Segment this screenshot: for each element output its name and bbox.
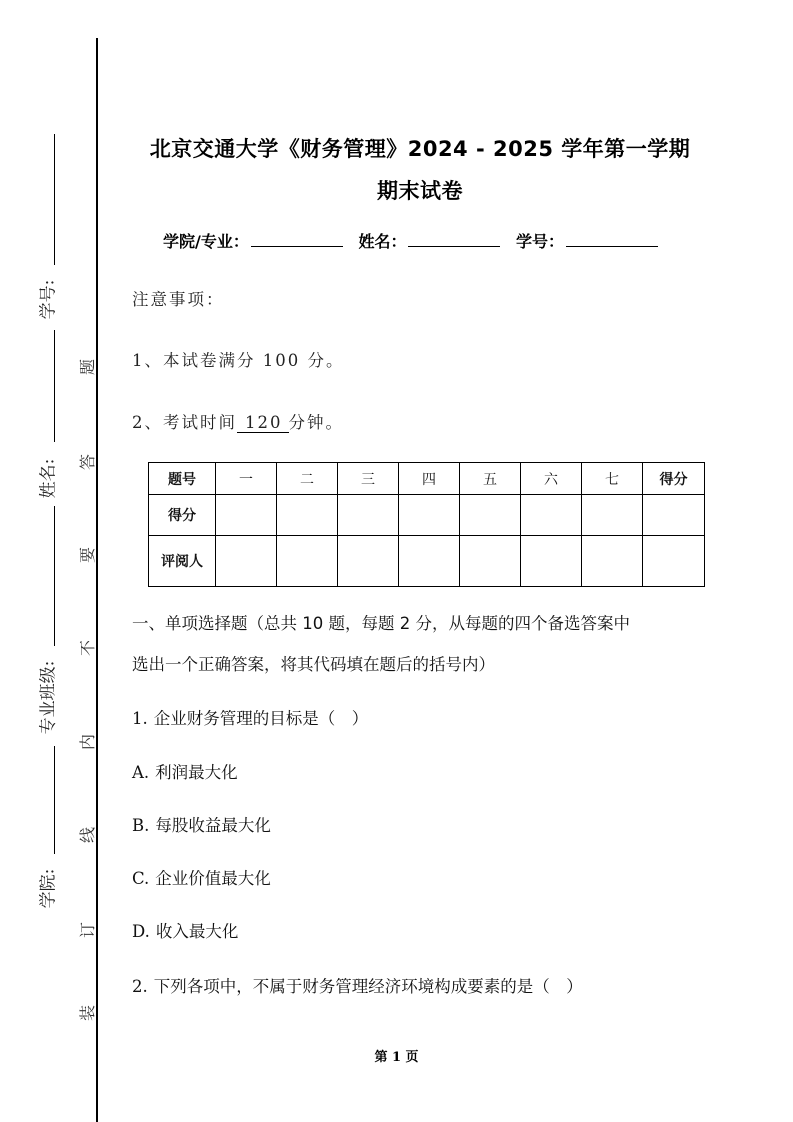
score-table	[148, 462, 705, 587]
header-cell: 四	[399, 463, 460, 495]
reviewer-cell[interactable]	[399, 536, 460, 587]
seal-char: 线	[78, 827, 97, 844]
page-number: 第 1 页	[374, 1050, 419, 1065]
reviewer-cell[interactable]	[216, 536, 277, 587]
reviewer-cell[interactable]	[277, 536, 338, 587]
option-text: 利润最大化	[155, 763, 238, 782]
question-2	[132, 973, 583, 997]
option-key: D.	[132, 922, 150, 941]
exam-subtitle: 期末试卷	[377, 179, 463, 203]
question-stem: 企业财务管理的目标是（ ）	[153, 709, 369, 728]
score-cell[interactable]	[216, 495, 277, 536]
option-c[interactable]	[132, 865, 271, 889]
binding-label-college: 学院:	[38, 868, 59, 909]
score-cell[interactable]	[521, 495, 582, 536]
header-cell: 二	[277, 463, 338, 495]
score-cell[interactable]	[460, 495, 521, 536]
row-label: 评阅人	[149, 536, 216, 587]
seal-char: 答	[78, 454, 97, 471]
reviewer-cell[interactable]	[643, 536, 705, 587]
header-cell: 得分	[643, 463, 705, 495]
notice-item-2-prefix: 2、考试时间	[132, 413, 237, 432]
option-a[interactable]	[132, 759, 238, 783]
notice-heading: 注意事项：	[132, 290, 225, 309]
reviewer-cell[interactable]	[338, 536, 399, 587]
reviewer-row	[149, 536, 705, 587]
college-major-label: 学院/专业：	[163, 232, 249, 251]
reviewer-cell[interactable]	[521, 536, 582, 587]
student-id-label: 学号：	[516, 232, 565, 251]
option-d[interactable]	[132, 918, 238, 942]
score-row	[149, 495, 705, 536]
binding-label-name: 姓名:	[38, 458, 59, 499]
binding-label-student-id: 学号:	[38, 279, 59, 320]
option-key: C.	[132, 869, 150, 888]
binding-field-line	[54, 134, 55, 265]
notice-item-2-suffix: 分钟。	[288, 413, 344, 432]
header-cell: 题号	[149, 463, 216, 495]
header-cell: 一	[216, 463, 277, 495]
notice-item-1: 1、本试卷满分 100 分。	[132, 351, 345, 370]
section1-instruction-line1: 一、单项选择题（总共 10 题，每题 2 分，从每题的四个备选答案中	[132, 614, 630, 633]
seal-char: 不	[78, 640, 97, 657]
binding-field-line	[54, 506, 55, 646]
header-cell: 五	[460, 463, 521, 495]
row-label: 得分	[149, 495, 216, 536]
score-cell[interactable]	[399, 495, 460, 536]
question-number: 2.	[132, 977, 148, 996]
seal-char: 内	[78, 734, 97, 751]
score-cell[interactable]	[643, 495, 705, 536]
seal-char: 装	[78, 1005, 97, 1022]
student-info-line	[163, 229, 668, 252]
seal-char: 要	[78, 547, 97, 564]
reviewer-cell[interactable]	[582, 536, 643, 587]
header-cell: 六	[521, 463, 582, 495]
seal-char: 订	[78, 922, 97, 939]
score-cell[interactable]	[338, 495, 399, 536]
binding-margin-line	[96, 38, 98, 1122]
exam-duration-value: 120	[237, 414, 289, 433]
score-cell[interactable]	[582, 495, 643, 536]
section1-instruction-line2: 选出一个正确答案，将其代码填在题后的括号内）	[132, 655, 495, 674]
question-1	[132, 705, 368, 729]
header-cell: 三	[338, 463, 399, 495]
option-key: B.	[132, 816, 150, 835]
option-text: 收入最大化	[155, 922, 239, 941]
seal-char: 题	[78, 359, 97, 376]
student-id-field[interactable]	[566, 232, 658, 247]
score-table-header-row	[149, 463, 705, 495]
option-text: 企业价值最大化	[155, 869, 271, 888]
college-major-field[interactable]	[251, 232, 343, 247]
name-label: 姓名：	[358, 232, 407, 251]
option-b[interactable]	[132, 812, 271, 836]
question-number: 1.	[132, 709, 148, 728]
binding-field-line	[54, 746, 55, 854]
binding-label-class: 专业班级:	[38, 660, 59, 735]
option-key: A.	[132, 763, 150, 782]
reviewer-cell[interactable]	[460, 536, 521, 587]
name-field[interactable]	[408, 232, 500, 247]
header-cell: 七	[582, 463, 643, 495]
question-stem: 下列各项中，不属于财务管理经济环境构成要素的是（ ）	[153, 977, 583, 996]
option-text: 每股收益最大化	[155, 816, 271, 835]
binding-field-line	[54, 330, 55, 442]
score-cell[interactable]	[277, 495, 338, 536]
exam-title: 北京交通大学《财务管理》2024 - 2025 学年第一学期	[149, 137, 691, 161]
notice-item-2	[132, 409, 344, 433]
